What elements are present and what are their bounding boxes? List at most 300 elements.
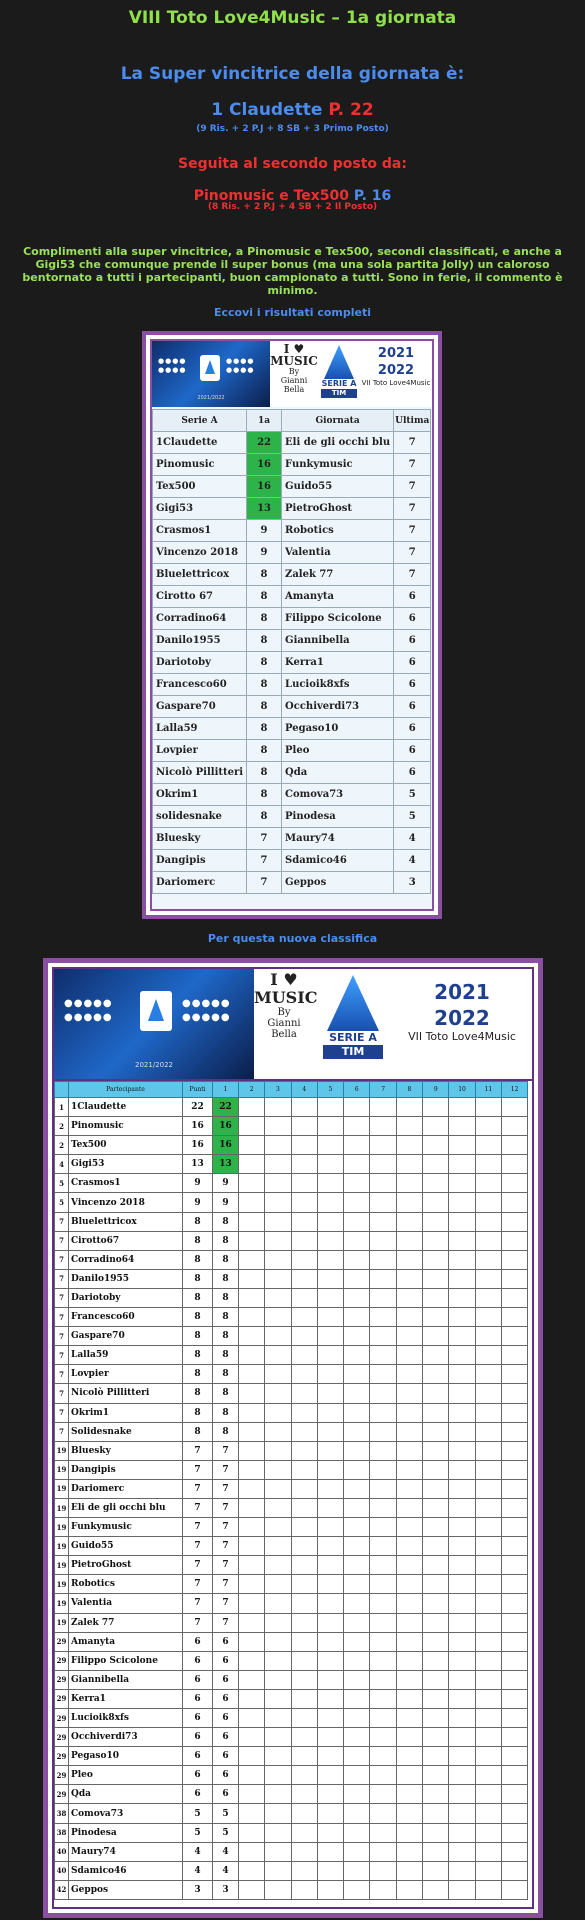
year-start: 2021 — [377, 346, 415, 361]
season-label: 2021/2022 — [197, 395, 225, 401]
standings-empty-cell — [370, 1594, 396, 1613]
standings-empty-cell — [396, 1689, 422, 1708]
standings-empty-cell — [291, 1441, 317, 1460]
standings-cell: 9 — [183, 1174, 213, 1193]
standings-cell: 7 — [183, 1518, 213, 1537]
standings-cell: Solidesnake — [69, 1422, 183, 1441]
season-years — [360, 341, 432, 407]
standings-empty-cell — [396, 1212, 422, 1231]
results-cell: 7 — [394, 498, 431, 520]
standings-empty-cell — [396, 1441, 422, 1460]
results-row — [153, 872, 431, 894]
standings-empty-cell — [501, 1804, 527, 1823]
standings-empty-cell — [396, 1766, 422, 1785]
standings-empty-cell — [265, 1422, 291, 1441]
standings-cell: 29 — [55, 1728, 69, 1747]
standings-empty-cell — [370, 1861, 396, 1880]
standings-row — [55, 1212, 528, 1231]
standings-empty-cell — [449, 1842, 475, 1861]
results-row — [153, 740, 431, 762]
results-cell: 4 — [394, 828, 431, 850]
standings-header-cell: 6 — [344, 1082, 370, 1098]
standings-empty-cell — [265, 1861, 291, 1880]
standings-cell: Kerra1 — [69, 1689, 183, 1708]
standings-cell: 19 — [55, 1498, 69, 1517]
standings-row — [55, 1709, 528, 1728]
standings-cell: 8 — [213, 1384, 239, 1403]
results-header-cell: Ultima — [394, 410, 431, 432]
standings-empty-cell — [475, 1728, 501, 1747]
standings-empty-cell — [317, 1632, 343, 1651]
standings-empty-cell — [239, 1728, 265, 1747]
standings-cell: 7 — [213, 1441, 239, 1460]
standings-cell: 40 — [55, 1842, 69, 1861]
standings-empty-cell — [475, 1880, 501, 1899]
standings-cell: 8 — [183, 1308, 213, 1327]
standings-empty-cell — [475, 1098, 501, 1117]
standings-empty-cell — [423, 1632, 449, 1651]
standings-cell: 19 — [55, 1556, 69, 1575]
standings-empty-cell — [265, 1518, 291, 1537]
standings-empty-cell — [344, 1308, 370, 1327]
standings-empty-cell — [501, 1117, 527, 1136]
results-cell: 9 — [247, 542, 282, 564]
standings-empty-cell — [501, 1651, 527, 1670]
standings-empty-cell — [475, 1518, 501, 1537]
results-cell: 4 — [394, 850, 431, 872]
standings-empty-cell — [423, 1556, 449, 1575]
standings-empty-cell — [265, 1155, 291, 1174]
standings-empty-cell — [291, 1231, 317, 1250]
standings-cell: 9 — [213, 1193, 239, 1212]
standings-empty-cell — [396, 1823, 422, 1842]
results-cell: Lovpier — [153, 740, 247, 762]
results-row — [153, 586, 431, 608]
standings-empty-cell — [239, 1651, 265, 1670]
standings-empty-cell — [344, 1861, 370, 1880]
results-row — [153, 784, 431, 806]
standings-empty-cell — [370, 1804, 396, 1823]
standings-empty-cell — [475, 1842, 501, 1861]
standings-cell: Valentia — [69, 1594, 183, 1613]
standings-cell: 3 — [183, 1880, 213, 1899]
standings-cell: 4 — [213, 1842, 239, 1861]
standings-empty-cell — [475, 1231, 501, 1250]
results-row — [153, 652, 431, 674]
standings-empty-cell — [423, 1594, 449, 1613]
standings-empty-cell — [370, 1288, 396, 1307]
standings-empty-cell — [265, 1670, 291, 1689]
results-cell: Qda — [282, 762, 394, 784]
results-image — [142, 331, 442, 919]
standings-empty-cell — [239, 1136, 265, 1155]
standings-empty-cell — [475, 1441, 501, 1460]
standings-cell: 1 — [55, 1098, 69, 1117]
standings-empty-cell — [265, 1880, 291, 1899]
standings-empty-cell — [501, 1460, 527, 1479]
standings-empty-cell — [291, 1689, 317, 1708]
standings-cell: 8 — [213, 1365, 239, 1384]
standings-empty-cell — [344, 1556, 370, 1575]
standings-empty-cell — [317, 1804, 343, 1823]
standings-empty-cell — [239, 1842, 265, 1861]
standings-header-cell: 3 — [265, 1082, 291, 1098]
by-label-large: By — [277, 1007, 291, 1018]
standings-cell: 16 — [213, 1136, 239, 1155]
results-heading: Eccovi i risultati completi — [213, 306, 372, 319]
standings-empty-cell — [423, 1250, 449, 1269]
standings-empty-cell — [344, 1613, 370, 1632]
standings-empty-cell — [265, 1575, 291, 1594]
standings-empty-cell — [501, 1365, 527, 1384]
standings-empty-cell — [265, 1136, 291, 1155]
standings-empty-cell — [239, 1174, 265, 1193]
standings-empty-cell — [239, 1422, 265, 1441]
standings-empty-cell — [291, 1766, 317, 1785]
standings-empty-cell — [239, 1498, 265, 1517]
results-row — [153, 432, 431, 454]
standings-cell: 13 — [183, 1155, 213, 1174]
standings-empty-cell — [370, 1670, 396, 1689]
standings-empty-cell — [423, 1861, 449, 1880]
standings-empty-cell — [396, 1231, 422, 1250]
standings-empty-cell — [317, 1212, 343, 1231]
standings-cell: 16 — [183, 1117, 213, 1136]
standings-header-cell — [55, 1082, 69, 1098]
standings-empty-cell — [317, 1136, 343, 1155]
results-cell: Eli de gli occhi blu — [282, 432, 394, 454]
standings-row — [55, 1518, 528, 1537]
standings-empty-cell — [265, 1098, 291, 1117]
standings-empty-cell — [423, 1117, 449, 1136]
results-cell: 8 — [247, 608, 282, 630]
standings-empty-cell — [396, 1460, 422, 1479]
standings-empty-cell — [239, 1880, 265, 1899]
results-row — [153, 498, 431, 520]
standings-empty-cell — [423, 1709, 449, 1728]
results-cell: Amanyta — [282, 586, 394, 608]
results-cell: 8 — [247, 806, 282, 828]
standings-cell: Lovpier — [69, 1365, 183, 1384]
standings-empty-cell — [501, 1327, 527, 1346]
standings-cell: 7 — [213, 1498, 239, 1517]
results-cell: 8 — [247, 586, 282, 608]
standings-cell: Cirotto67 — [69, 1231, 183, 1250]
standings-row — [55, 1823, 528, 1842]
standings-row — [55, 1288, 528, 1307]
standings-empty-cell — [449, 1651, 475, 1670]
standings-empty-cell — [370, 1747, 396, 1766]
standings-empty-cell — [317, 1651, 343, 1670]
results-cell: Geppos — [282, 872, 394, 894]
standings-cell: Maury74 — [69, 1842, 183, 1861]
standings-empty-cell — [317, 1880, 343, 1899]
standings-empty-cell — [239, 1460, 265, 1479]
standings-cell: 6 — [183, 1728, 213, 1747]
results-cell: Bluesky — [153, 828, 247, 850]
standings-empty-cell — [239, 1556, 265, 1575]
standings-cell: 7 — [55, 1269, 69, 1288]
results-header-cell: 1a — [247, 410, 282, 432]
results-cell: Kerra1 — [282, 652, 394, 674]
results-cell: Dariomerc — [153, 872, 247, 894]
standings-cell: 7 — [55, 1365, 69, 1384]
results-row — [153, 718, 431, 740]
standings-cell: 8 — [183, 1269, 213, 1288]
standings-empty-cell — [291, 1174, 317, 1193]
standings-empty-cell — [317, 1231, 343, 1250]
standings-empty-cell — [291, 1842, 317, 1861]
winner-points: P. 22 — [328, 100, 374, 120]
standings-empty-cell — [475, 1365, 501, 1384]
standings-cell: 7 — [183, 1613, 213, 1632]
standings-cell: 5 — [55, 1174, 69, 1193]
standings-empty-cell — [423, 1823, 449, 1842]
standings-empty-cell — [291, 1460, 317, 1479]
results-cell: Maury74 — [282, 828, 394, 850]
serie-a-logo-icon-large — [140, 991, 172, 1031]
standings-empty-cell — [449, 1308, 475, 1327]
congratulations-message: Complimenti alla super vincitrice, a Pinomusic e Tex500, secondi classificati, e anche a Gigi53 che comunque prende il super bonus (ma una sola partita Jolly) un caloroso bentornato a tutti i partecipanti, buon campionato a tutti. Sono in ferie, il commento è minimo. — [22, 245, 563, 297]
standings-cell: 6 — [213, 1670, 239, 1689]
standings-cell: 22 — [213, 1098, 239, 1117]
standings-row — [55, 1670, 528, 1689]
results-cell: Lalla59 — [153, 718, 247, 740]
standings-row — [55, 1250, 528, 1269]
standings-empty-cell — [265, 1384, 291, 1403]
results-cell: 6 — [394, 608, 431, 630]
standings-cell: 8 — [183, 1231, 213, 1250]
standings-cell: 6 — [183, 1651, 213, 1670]
standings-empty-cell — [449, 1709, 475, 1728]
standings-empty-cell — [265, 1174, 291, 1193]
standings-empty-cell — [370, 1785, 396, 1804]
standings-empty-cell — [449, 1785, 475, 1804]
results-row — [153, 542, 431, 564]
standings-empty-cell — [449, 1766, 475, 1785]
standings-cell: 29 — [55, 1670, 69, 1689]
results-cell: Zalek 77 — [282, 564, 394, 586]
standings-empty-cell — [475, 1594, 501, 1613]
results-cell: Dariotoby — [153, 652, 247, 674]
standings-empty-cell — [449, 1365, 475, 1384]
standings-empty-cell — [370, 1498, 396, 1517]
results-cell: 8 — [247, 630, 282, 652]
results-cell: Tex500 — [153, 476, 247, 498]
standings-empty-cell — [265, 1250, 291, 1269]
standings-empty-cell — [239, 1823, 265, 1842]
standings-empty-cell — [396, 1269, 422, 1288]
standings-cell: Dariomerc — [69, 1479, 183, 1498]
standings-cell: 6 — [183, 1747, 213, 1766]
results-cell: Francesco60 — [153, 674, 247, 696]
results-row — [153, 608, 431, 630]
standings-empty-cell — [449, 1117, 475, 1136]
standings-cell: Lalla59 — [69, 1346, 183, 1365]
standings-empty-cell — [344, 1785, 370, 1804]
standings-empty-cell — [291, 1403, 317, 1422]
standings-empty-cell — [475, 1651, 501, 1670]
results-cell: Funkymusic — [282, 454, 394, 476]
standings-empty-cell — [317, 1327, 343, 1346]
standings-empty-cell — [396, 1422, 422, 1441]
standings-cell: 29 — [55, 1709, 69, 1728]
standings-cell: 8 — [183, 1250, 213, 1269]
standings-empty-cell — [370, 1441, 396, 1460]
standings-row — [55, 1861, 528, 1880]
standings-cell: 4 — [183, 1842, 213, 1861]
standings-empty-cell — [265, 1728, 291, 1747]
serie-a-triangle-icon — [324, 345, 354, 379]
standings-empty-cell — [370, 1212, 396, 1231]
standings-row — [55, 1384, 528, 1403]
standings-cell: 7 — [55, 1384, 69, 1403]
standings-empty-cell — [396, 1785, 422, 1804]
standings-empty-cell — [317, 1861, 343, 1880]
love-music-logo-large — [254, 969, 318, 1079]
standings-cell: 2 — [55, 1117, 69, 1136]
tim-label-large: TIM — [323, 1045, 383, 1059]
standings-empty-cell — [501, 1098, 527, 1117]
standings-cell: 19 — [55, 1518, 69, 1537]
standings-cell: Okrim1 — [69, 1403, 183, 1422]
standings-empty-cell — [265, 1842, 291, 1861]
standings-empty-cell — [423, 1441, 449, 1460]
toto-label-large: VII Toto Love4Music — [408, 1030, 516, 1043]
standings-empty-cell — [396, 1346, 422, 1365]
standings-empty-cell — [501, 1575, 527, 1594]
results-cell: 7 — [394, 564, 431, 586]
standings-empty-cell — [291, 1537, 317, 1556]
standings-row — [55, 1804, 528, 1823]
standings-row — [55, 1231, 528, 1250]
team-crests-right: ●●●● ●●●● — [226, 357, 255, 374]
standings-cell: 6 — [213, 1785, 239, 1804]
standings-empty-cell — [370, 1880, 396, 1899]
season-years-large — [392, 969, 532, 1079]
standings-empty-cell — [501, 1193, 527, 1212]
standings-cell: 42 — [55, 1880, 69, 1899]
serie-a-tim-logo-large — [314, 969, 392, 1079]
standings-header-cell: 1 — [213, 1082, 239, 1098]
results-cell: 8 — [247, 762, 282, 784]
standings-cell: 7 — [55, 1403, 69, 1422]
standings-cell: 7 — [55, 1308, 69, 1327]
results-row — [153, 520, 431, 542]
standings-empty-cell — [344, 1651, 370, 1670]
standings-cell: 5 — [183, 1804, 213, 1823]
standings-empty-cell — [239, 1766, 265, 1785]
standings-empty-cell — [449, 1861, 475, 1880]
standings-empty-cell — [396, 1670, 422, 1689]
standings-cell: 8 — [213, 1231, 239, 1250]
standings-empty-cell — [423, 1880, 449, 1899]
standings-empty-cell — [370, 1155, 396, 1174]
standings-empty-cell — [344, 1842, 370, 1861]
love-music-text: I ♥ MUSIC — [270, 342, 318, 368]
results-cell: 16 — [247, 476, 282, 498]
standings-cell: 7 — [183, 1441, 213, 1460]
standings-cell: 7 — [55, 1327, 69, 1346]
standings-empty-cell — [501, 1842, 527, 1861]
standings-empty-cell — [265, 1403, 291, 1422]
serie-a-triangle-icon-large — [327, 975, 379, 1031]
standings-empty-cell — [423, 1384, 449, 1403]
standings-empty-cell — [449, 1498, 475, 1517]
standings-cell: 7 — [213, 1479, 239, 1498]
standings-empty-cell — [370, 1556, 396, 1575]
standings-row — [55, 1117, 528, 1136]
results-cell: 5 — [394, 806, 431, 828]
standings-empty-cell — [291, 1250, 317, 1269]
standings-empty-cell — [449, 1689, 475, 1708]
standings-cell: Corradino64 — [69, 1250, 183, 1269]
standings-empty-cell — [344, 1709, 370, 1728]
standings-empty-cell — [501, 1479, 527, 1498]
standings-cell: 8 — [183, 1327, 213, 1346]
standings-empty-cell — [317, 1174, 343, 1193]
standings-empty-cell — [370, 1403, 396, 1422]
standings-empty-cell — [344, 1632, 370, 1651]
standings-header-cell: 12 — [501, 1082, 527, 1098]
standings-empty-cell — [370, 1537, 396, 1556]
results-cell: 3 — [394, 872, 431, 894]
standings-row — [55, 1365, 528, 1384]
author-first: Gianni — [280, 376, 308, 385]
standings-cell: Pinodesa — [69, 1823, 183, 1842]
results-cell: 7 — [247, 872, 282, 894]
standings-empty-cell — [423, 1479, 449, 1498]
standings-cell: 8 — [183, 1212, 213, 1231]
standings-empty-cell — [239, 1098, 265, 1117]
standings-empty-cell — [344, 1441, 370, 1460]
standings-cell: Giannibella — [69, 1670, 183, 1689]
standings-cell: 6 — [183, 1709, 213, 1728]
standings-cell: Dariotoby — [69, 1288, 183, 1307]
standings-empty-cell — [501, 1155, 527, 1174]
standings-empty-cell — [501, 1537, 527, 1556]
standings-empty-cell — [423, 1842, 449, 1861]
standings-row — [55, 1174, 528, 1193]
results-cell: 8 — [247, 652, 282, 674]
standings-row — [55, 1556, 528, 1575]
author-first-large: Gianni — [267, 1018, 301, 1029]
standings-empty-cell — [396, 1594, 422, 1613]
standings-empty-cell — [239, 1575, 265, 1594]
standings-empty-cell — [291, 1518, 317, 1537]
standings-cell: Zalek 77 — [69, 1613, 183, 1632]
standings-cell: 4 — [55, 1155, 69, 1174]
standings-cell: 29 — [55, 1689, 69, 1708]
standings-empty-cell — [449, 1575, 475, 1594]
standings-cell: Nicolò Pillitteri — [69, 1384, 183, 1403]
standings-empty-cell — [317, 1766, 343, 1785]
standings-empty-cell — [317, 1288, 343, 1307]
standings-empty-cell — [291, 1880, 317, 1899]
results-cell: 8 — [247, 718, 282, 740]
standings-empty-cell — [265, 1498, 291, 1517]
standings-cell: 7 — [55, 1250, 69, 1269]
standings-empty-cell — [370, 1823, 396, 1842]
standings-empty-cell — [239, 1403, 265, 1422]
standings-empty-cell — [475, 1575, 501, 1594]
results-cell: 6 — [394, 740, 431, 762]
standings-empty-cell — [449, 1174, 475, 1193]
standings-cell: 8 — [213, 1308, 239, 1327]
results-cell: Comova73 — [282, 784, 394, 806]
standings-empty-cell — [265, 1117, 291, 1136]
standings-row — [55, 1155, 528, 1174]
